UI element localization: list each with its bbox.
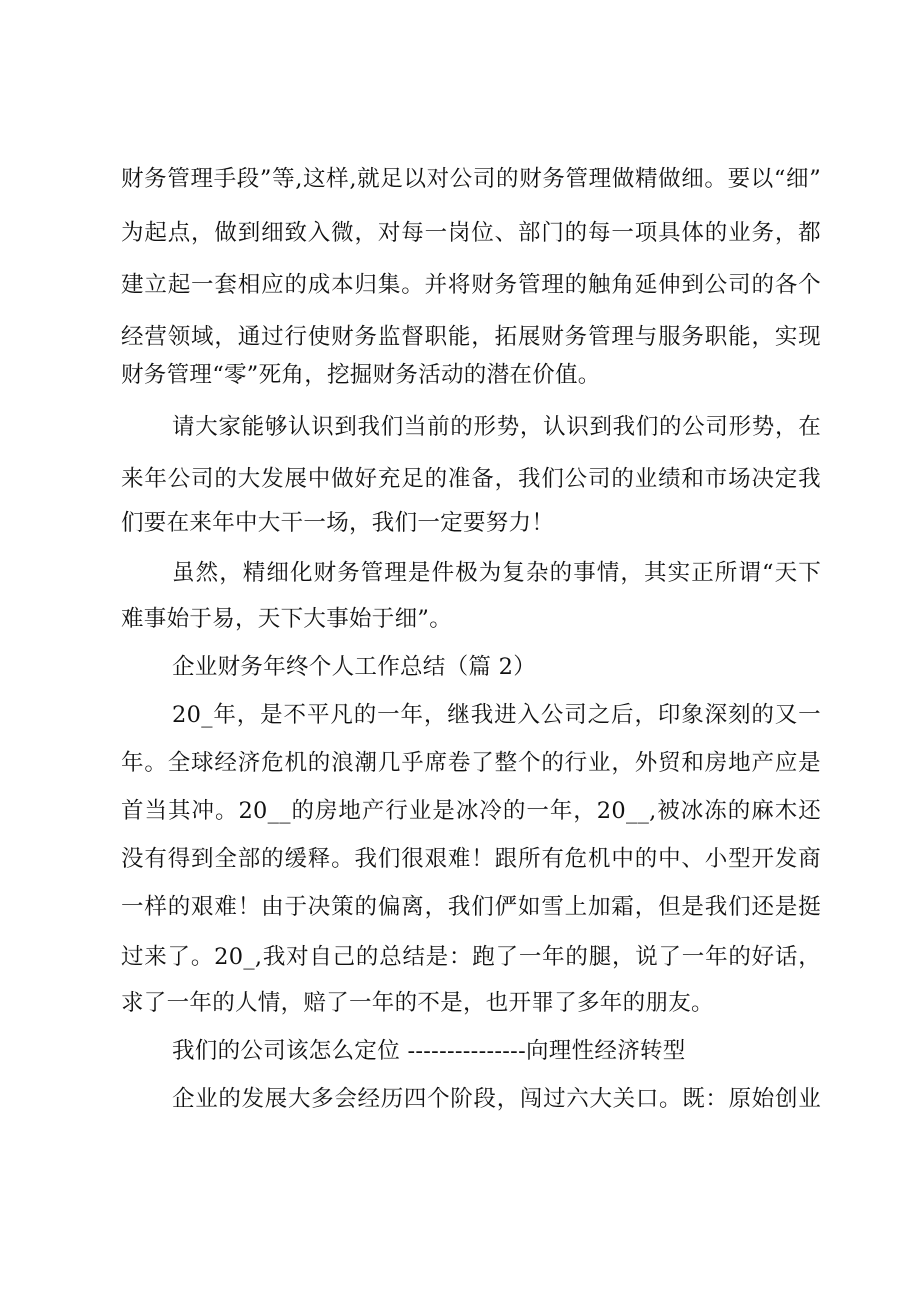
text-line: 经营领域，通过行使财务监督职能，拓展财务管理与服务职能，实现 [121,324,821,350]
text-line: 一样的艰难！由于决策的偏离，我们俨如雪上加霜，但是我们还是挺 [121,894,821,920]
text-line: 过来了。20_,我对自己的总结是：跑了一年的腿，说了一年的好话， [121,944,821,970]
text-line: 难事始于易，天下大事始于细”。 [121,606,453,632]
text-line: 首当其冲。20__的房地产行业是冰冷的一年，20__,被冰冻的麻木还 [121,798,821,824]
paragraph-first-line: 20_年，是不平凡的一年，继我进入公司之后，印象深刻的又一 [172,702,821,728]
paragraph-first-line: 虽然，精细化财务管理是件极为复杂的事情，其实正所谓“天下 [172,560,821,586]
text-line: 建立起一套相应的成本归集。并将财务管理的触角延伸到公司的各个 [121,272,821,298]
text-line: 财务管理手段”等,这样,就足以对公司的财务管理做精做细。要以“细” [121,166,821,192]
text-line: 没有得到全部的缓释。我们很艰难！跟所有危机中的中、小型开发商 [121,846,821,872]
subheading-line: 我们的公司该怎么定位 ---------------向理性经济转型 [172,1038,686,1064]
text-line: 们要在来年中大干一场，我们一定要努力！ [121,510,555,536]
text-line: 求了一年的人情，赔了一年的不是，也开罪了多年的朋友。 [121,990,714,1016]
section-heading: 企业财务年终个人工作总结（篇 2） [172,654,537,680]
text-line: 年。全球经济危机的浪潮几乎席卷了整个的行业，外贸和房地产应是 [121,750,821,776]
paragraph-first-line: 请大家能够认识到我们当前的形势，认识到我们的公司形势，在 [172,414,821,440]
text-line: 为起点，做到细致入微，对每一岗位、部门的每一项具体的业务，都 [121,220,821,246]
paragraph-first-line: 企业的发展大多会经历四个阶段，闯过六大关口。既：原始创业 [172,1086,821,1112]
text-line: 财务管理“零”死角，挖掘财务活动的潜在价值。 [121,362,601,388]
text-line: 来年公司的大发展中做好充足的准备，我们公司的业绩和市场决定我 [121,466,821,492]
